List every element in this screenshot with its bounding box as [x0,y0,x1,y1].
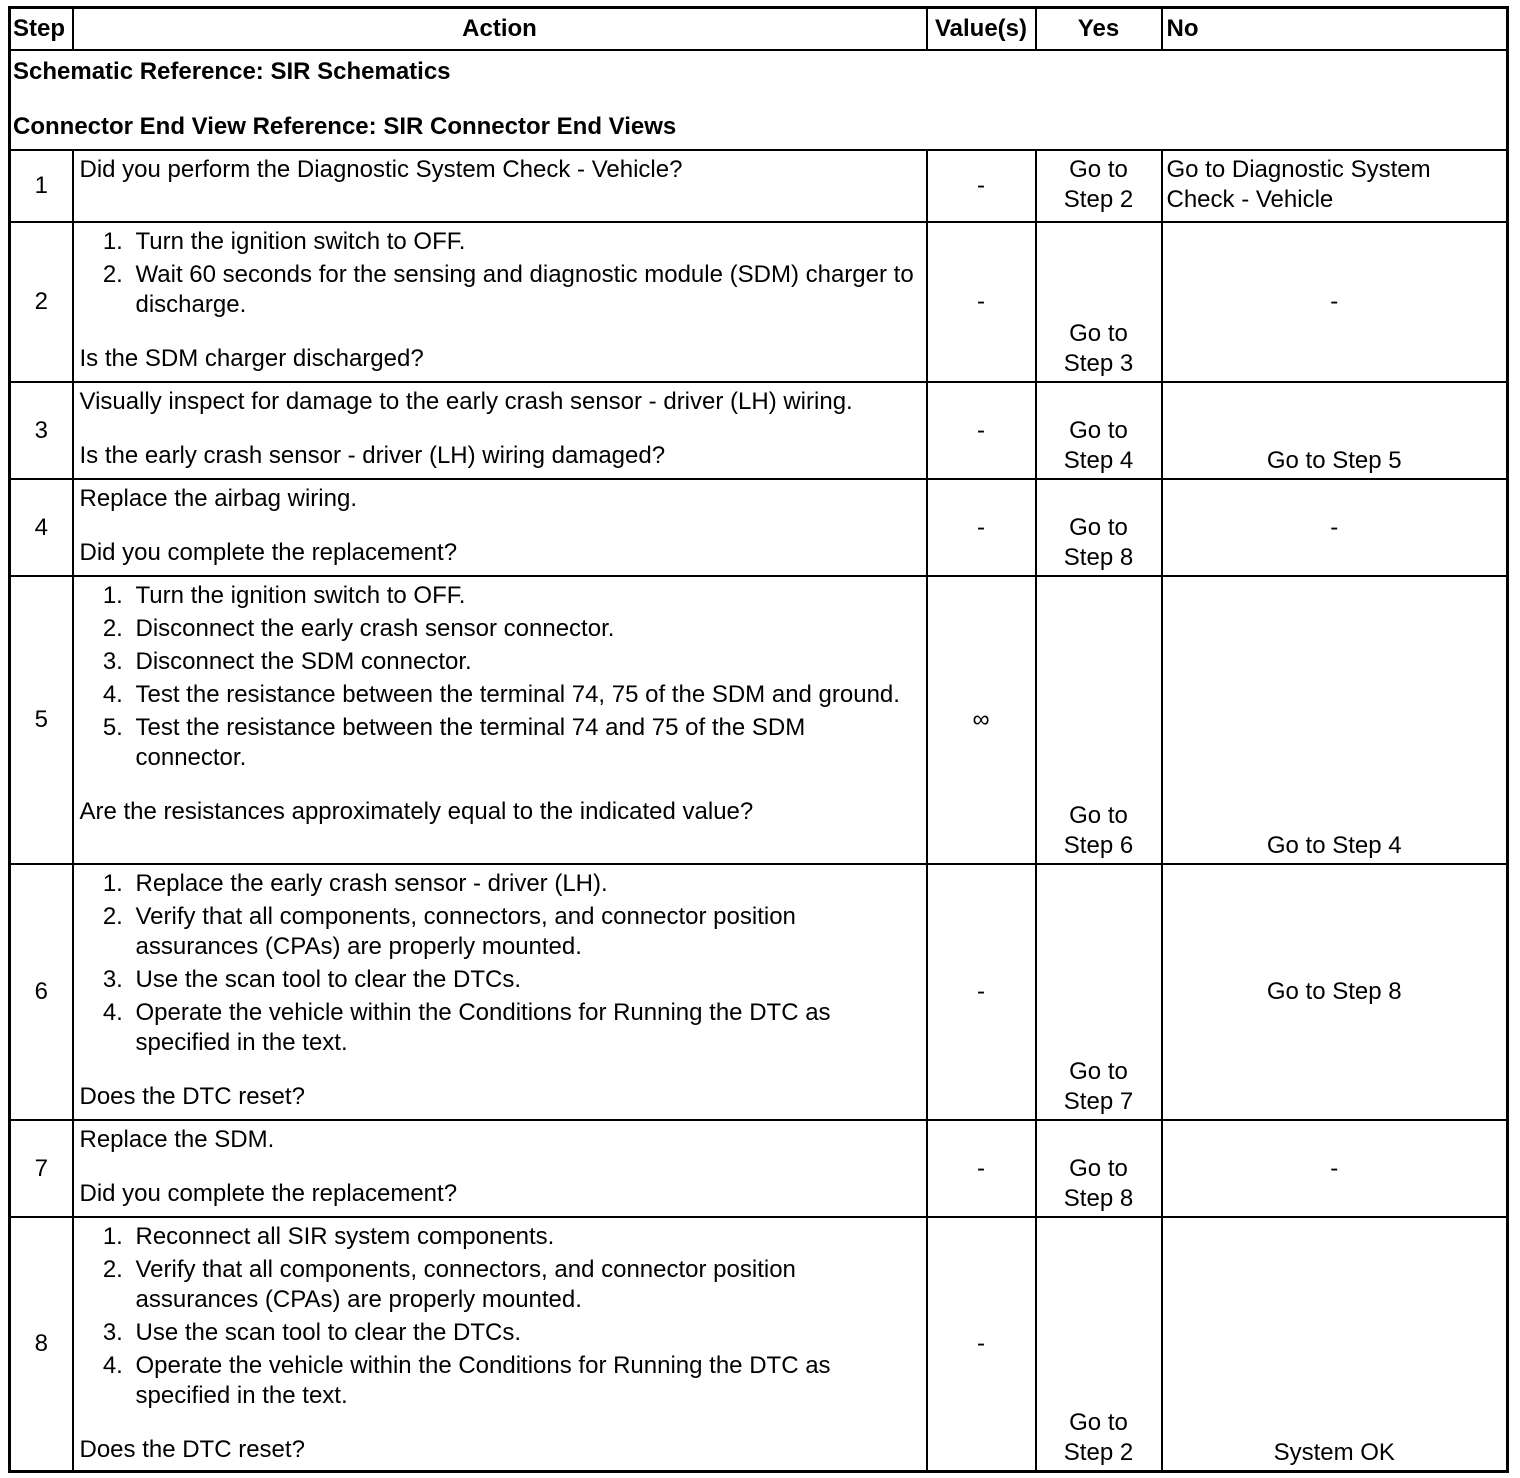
action-instruction: Replace the SDM. [79,1126,275,1153]
action-step-item: 2. Verify that all components, connectors, and connector position assurances (CPAs) are properly mounted. [130,902,920,962]
action-step-item: 1. Replace the early crash sensor - driver (LH). [130,869,920,899]
action-step-item: 3. Use the scan tool to clear the DTCs. [130,1318,920,1348]
action-step-item: 1. Reconnect all SIR system components. [130,1222,920,1252]
step-number: 8 [10,1217,73,1471]
action-question: Did you complete the replacement? [79,1180,458,1207]
value-cell: - [927,1217,1036,1471]
action-cell [73,1217,927,1471]
no-cell: - [1162,222,1508,382]
action-step-item: 4. Operate the vehicle within the Conditions for Running the DTC as specified in the text. [130,998,920,1058]
action-cell [73,479,927,576]
action-step-item: 4. Test the resistance between the terminal 74, 75 of the SDM and ground. [130,680,920,710]
yes-cell: Go to Step 8 [1036,1120,1162,1217]
action-step-item: 3. Use the scan tool to clear the DTCs. [130,965,920,995]
no-cell: Go to Diagnostic System Check - Vehicle [1162,150,1508,222]
header-values: Value(s) [927,8,1036,51]
no-cell: System OK [1162,1217,1508,1471]
table-row [10,576,1508,864]
no-cell: Go to Step 5 [1162,382,1508,479]
action-question: Does the DTC reset? [79,1083,305,1110]
action-question: Does the DTC reset? [79,1436,305,1463]
header-action: Action [73,8,927,51]
yes-cell: Go to Step 8 [1036,479,1162,576]
value-cell: ∞ [927,576,1036,864]
value-cell: - [927,1120,1036,1217]
header-no: No [1162,8,1508,51]
action-question: Did you perform the Diagnostic System Check - Vehicle? [79,156,683,183]
yes-cell: Go to Step 6 [1036,576,1162,864]
schematic-reference: Schematic Reference: SIR Schematics [13,58,451,85]
action-question: Is the SDM charger discharged? [79,345,424,372]
table-row [10,222,1508,382]
step-number: 5 [10,576,73,864]
action-question: Did you complete the replacement? [79,539,458,566]
no-cell: - [1162,1120,1508,1217]
step-number: 3 [10,382,73,479]
step-number: 6 [10,864,73,1120]
table-row [10,479,1508,576]
diagnostic-table [8,6,1509,1473]
no-cell: Go to Step 4 [1162,576,1508,864]
action-step-item: 5. Test the resistance between the terminal 74 and 75 of the SDM connector. [130,713,920,773]
action-cell [73,576,927,864]
value-cell: - [927,150,1036,222]
table-row [10,1217,1508,1471]
value-cell: - [927,864,1036,1120]
header-row [10,8,1508,51]
reference-row [10,50,1508,150]
action-steps [80,1222,920,1411]
step-number: 1 [10,150,73,222]
connector-reference: Connector End View Reference: SIR Connector End Views [13,113,677,140]
action-steps [80,227,920,320]
action-cell [73,150,927,222]
yes-cell: Go to Step 7 [1036,864,1162,1120]
value-cell: - [927,479,1036,576]
action-step-item: 4. Operate the vehicle within the Conditions for Running the DTC as specified in the text. [130,1351,920,1411]
action-step-item: 2. Wait 60 seconds for the sensing and diagnostic module (SDM) charger to discharge. [130,260,920,320]
value-cell: - [927,382,1036,479]
action-instruction: Visually inspect for damage to the early crash sensor - driver (LH) wiring. [79,388,853,415]
action-cell [73,864,927,1120]
table-row [10,864,1508,1120]
action-cell [73,382,927,479]
action-step-item: 2. Disconnect the early crash sensor connector. [130,614,920,644]
table-row [10,1120,1508,1217]
header-step: Step [10,8,73,51]
no-cell: Go to Step 8 [1162,864,1508,1120]
reference-cell [10,50,1508,150]
action-question: Is the early crash sensor - driver (LH) wiring damaged? [79,442,666,469]
no-cell: - [1162,479,1508,576]
action-instruction: Replace the airbag wiring. [79,485,357,512]
step-number: 4 [10,479,73,576]
action-cell [73,1120,927,1217]
action-step-item: 1. Turn the ignition switch to OFF. [130,227,920,257]
action-cell [73,222,927,382]
yes-cell: Go to Step 2 [1036,1217,1162,1471]
table-row [10,150,1508,222]
step-number: 2 [10,222,73,382]
action-steps [80,869,920,1058]
action-step-item: 2. Verify that all components, connectors, and connector position assurances (CPAs) are properly mounted. [130,1255,920,1315]
header-yes: Yes [1036,8,1162,51]
action-question: Are the resistances approximately equal to the indicated value? [79,798,754,825]
yes-cell: Go to Step 3 [1036,222,1162,382]
step-number: 7 [10,1120,73,1217]
action-step-item: 3. Disconnect the SDM connector. [130,647,920,677]
yes-cell: Go to Step 4 [1036,382,1162,479]
table-row [10,382,1508,479]
value-cell: - [927,222,1036,382]
action-steps [80,581,920,773]
yes-cell: Go to Step 2 [1036,150,1162,222]
action-step-item: 1. Turn the ignition switch to OFF. [130,581,920,611]
